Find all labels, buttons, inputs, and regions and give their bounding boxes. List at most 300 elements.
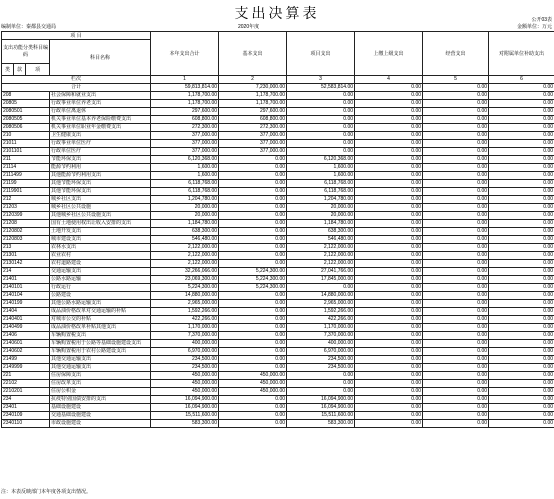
total-cell: 450,000.00 [151,372,219,380]
subsidy-cell: 0.00 [489,420,554,428]
total-cell: 20,000.00 [151,204,219,212]
table-row [2,100,554,108]
business-cell: 0.00 [423,388,489,396]
project-cell: 14,880,000.00 [287,292,355,300]
subject-name: 行政事业单位养老支出 [50,100,151,108]
subject-code: 208 [2,92,50,100]
subject-code: 234 [2,396,50,404]
total-cell: 2,122,000.00 [151,260,219,268]
subject-code: 2140401 [2,316,50,324]
subject-name: 能源节约利用 [50,164,151,172]
subject-code: 2340109 [2,412,50,420]
subsidy-cell: 0.00 [489,140,554,148]
subject-code: 21406 [2,332,50,340]
total-cell: 6,970,000.00 [151,348,219,356]
subject-name: 其他城乡社区公共设施支出 [50,212,151,220]
subject-code: 2111499 [2,172,50,180]
project-cell: 2,122,000.00 [287,260,355,268]
business-cell: 0.00 [423,84,489,92]
project-cell: 0.00 [287,140,355,148]
report-year: 2020年度 [238,24,260,30]
subsidy-cell: 0.00 [489,84,554,92]
basic-cell: 0.00 [219,252,287,260]
subject-name: 其他公路水路运输支出 [50,300,151,308]
subject-code: 213 [2,244,50,252]
total-cell: 272,300.00 [151,124,219,132]
table-row [2,396,554,404]
business-cell: 0.00 [423,188,489,196]
business-cell: 0.00 [423,284,489,292]
business-cell: 0.00 [423,316,489,324]
subject-code: 2080505 [2,116,50,124]
subject-name: 农林水支出 [50,244,151,252]
upper-cell: 0.00 [355,132,423,140]
project-cell: 422,266.00 [287,316,355,324]
project-cell: 17,845,000.00 [287,276,355,284]
table-row [2,132,554,140]
project-cell: 0.00 [287,124,355,132]
subsidy-cell: 0.00 [489,228,554,236]
subsidy-cell: 0.00 [489,172,554,180]
table-row [2,204,554,212]
total-cell: 297,600.00 [151,108,219,116]
table-row [2,412,554,420]
subsidy-cell: 0.00 [489,220,554,228]
subject-code: 23401 [2,404,50,412]
basic-cell: 5,224,300.00 [219,276,287,284]
basic-cell: 377,000.00 [219,140,287,148]
basic-cell: 450,000.00 [219,388,287,396]
subject-name: 农村道路建设 [50,260,151,268]
basic-cell: 0.00 [219,180,287,188]
project-cell: 0.00 [287,100,355,108]
project-cell: 6,970,000.00 [287,348,355,356]
subject-name: 成品油价格改革补贴其他支出 [50,324,151,332]
upper-cell: 0.00 [355,244,423,252]
table-row [2,164,554,172]
subject-name: 机关事业单位基本养老保险缴费支出 [50,116,151,124]
subject-name: 卫生健康支出 [50,132,151,140]
project-cell: 546,480.00 [287,236,355,244]
total-cell: 234,500.00 [151,364,219,372]
project-cell: 583,300.00 [287,420,355,428]
subsidy-header: 对附属单位补助支出 [489,32,554,76]
business-cell: 0.00 [423,412,489,420]
business-header: 经营支出 [423,32,489,76]
upper-cell: 0.00 [355,172,423,180]
table-row [2,244,554,252]
subject-name: 车辆购置税用于公路等基础设施建设支出 [50,340,151,348]
table-row [2,260,554,268]
subsidy-cell: 0.00 [489,188,554,196]
total-cell: 23,069,300.00 [151,276,219,284]
subject-code: 21114 [2,164,50,172]
total-cell: 6,120,368.00 [151,156,219,164]
table-row [2,364,554,372]
basic-cell: 0.00 [219,412,287,420]
upper-cell: 0.00 [355,276,423,284]
subject-name: 国有土地使用权出让收入安排的支出 [50,220,151,228]
subject-name: 成品油价格改革对交通运输的补贴 [50,308,151,316]
basic-cell: 0.00 [219,196,287,204]
table-row [2,212,554,220]
subject-code: 212 [2,196,50,204]
business-cell: 0.00 [423,380,489,388]
table-row [2,420,554,428]
upper-cell: 0.00 [355,388,423,396]
basic-cell: 0.00 [219,332,287,340]
total-cell: 1,600.00 [151,172,219,180]
table-row [2,140,554,148]
subsidy-cell: 0.00 [489,292,554,300]
upper-cell: 0.00 [355,420,423,428]
basic-cell: 7,230,000.00 [219,84,287,92]
subsidy-cell: 0.00 [489,92,554,100]
upper-header: 上缴上级支出 [355,32,423,76]
business-cell: 0.00 [423,420,489,428]
business-cell: 0.00 [423,252,489,260]
xiang-header: 项 [26,64,50,76]
business-cell: 0.00 [423,92,489,100]
table-row [2,324,554,332]
subsidy-cell: 0.00 [489,356,554,364]
subject-code: 211 [2,156,50,164]
subject-name: 城市建设支出 [50,236,151,244]
business-cell: 0.00 [423,300,489,308]
business-cell: 0.00 [423,180,489,188]
table-row [2,172,554,180]
upper-cell: 0.00 [355,252,423,260]
project-cell: 0.00 [287,372,355,380]
subject-name: 其他节能环保支出 [50,180,151,188]
basic-cell: 0.00 [219,164,287,172]
total-cell: 16,094,900.00 [151,404,219,412]
expenditure-table [1,31,554,428]
table-row [2,268,554,276]
subject-name: 交通运输支出 [50,268,151,276]
table-row [2,332,554,340]
upper-cell: 0.00 [355,412,423,420]
business-cell: 0.00 [423,332,489,340]
upper-cell: 0.00 [355,124,423,132]
basic-cell: 5,224,300.00 [219,284,287,292]
basic-cell: 0.00 [219,420,287,428]
table-row [2,252,554,260]
business-cell: 0.00 [423,292,489,300]
project-cell: 0.00 [287,116,355,124]
col-number-row [2,76,554,84]
total-cell: 1,184,780.00 [151,220,219,228]
project-cell: 400,000.00 [287,340,355,348]
subsidy-cell: 0.00 [489,284,554,292]
subject-code: 2140499 [2,324,50,332]
basic-cell: 0.00 [219,348,287,356]
subsidy-cell: 0.00 [489,324,554,332]
subsidy-cell: 0.00 [489,268,554,276]
basic-cell: 0.00 [219,172,287,180]
subject-code: 2140602 [2,348,50,356]
upper-cell: 0.00 [355,140,423,148]
total-row [2,84,554,92]
table-row [2,316,554,324]
col-number: 6 [489,76,554,84]
upper-cell: 0.00 [355,196,423,204]
subsidy-cell: 0.00 [489,404,554,412]
subject-code: 2140104 [2,292,50,300]
upper-cell: 0.00 [355,364,423,372]
total-cell: 583,300.00 [151,420,219,428]
upper-cell: 0.00 [355,292,423,300]
business-cell: 0.00 [423,156,489,164]
table-row [2,308,554,316]
subject-name: 住房保障支出 [50,372,151,380]
project-cell: 52,583,814.00 [287,84,355,92]
total-cell: 6,118,768.00 [151,188,219,196]
project-cell: 0.00 [287,92,355,100]
business-cell: 0.00 [423,324,489,332]
subject-code: 2080506 [2,124,50,132]
table-row [2,348,554,356]
subsidy-cell: 0.00 [489,340,554,348]
money-unit: 金额单位：万元 [516,24,552,30]
subsidy-cell: 0.00 [489,132,554,140]
upper-cell: 0.00 [355,316,423,324]
subject-code: 2149999 [2,364,50,372]
project-cell: 20,000.00 [287,204,355,212]
business-cell: 0.00 [423,172,489,180]
subsidy-cell: 0.00 [489,396,554,404]
table-row [2,188,554,196]
footnote: 注：本表反映部门本年度各项支出情况。 [1,489,92,495]
business-cell: 0.00 [423,260,489,268]
upper-cell: 0.00 [355,164,423,172]
subject-name: 其他能源节约利用支出 [50,172,151,180]
col-number: 5 [423,76,489,84]
basic-cell: 0.00 [219,396,287,404]
project-cell: 6,120,368.00 [287,156,355,164]
business-cell: 0.00 [423,212,489,220]
business-cell: 0.00 [423,236,489,244]
subsidy-cell: 0.00 [489,196,554,204]
table-row [2,404,554,412]
subsidy-cell: 0.00 [489,364,554,372]
total-cell: 1,170,000.00 [151,324,219,332]
basic-cell: 608,800.00 [219,116,287,124]
table-row [2,236,554,244]
subsidy-cell: 0.00 [489,308,554,316]
func-code-header: 支出功能分类科目编码 [2,40,50,64]
total-cell: 377,000.00 [151,132,219,140]
subsidy-cell: 0.00 [489,164,554,172]
total-cell: 638,300.00 [151,228,219,236]
business-cell: 0.00 [423,348,489,356]
basic-cell: 297,600.00 [219,108,287,116]
basic-cell: 450,000.00 [219,380,287,388]
subject-name: 农业农村 [50,252,151,260]
total-cell: 2,122,000.00 [151,244,219,252]
total-cell: 1,178,700.00 [151,92,219,100]
basic-cell: 0.00 [219,260,287,268]
subsidy-cell: 0.00 [489,180,554,188]
subject-name: 行政事业单位医疗 [50,140,151,148]
table-row [2,292,554,300]
table-row [2,92,554,100]
basic-cell: 1,178,700.00 [219,100,287,108]
table-row [2,196,554,204]
subject-name: 对城市公交的补贴 [50,316,151,324]
basic-cell: 0.00 [219,236,287,244]
upper-cell: 0.00 [355,372,423,380]
subject-code: 21203 [2,204,50,212]
table-row [2,340,554,348]
upper-cell: 0.00 [355,300,423,308]
upper-cell: 0.00 [355,268,423,276]
basic-cell: 0.00 [219,228,287,236]
upper-cell: 0.00 [355,284,423,292]
upper-cell: 0.00 [355,324,423,332]
subject-code: 2140199 [2,300,50,308]
total-cell: 546,480.00 [151,236,219,244]
table-row [2,380,554,388]
basic-cell: 0.00 [219,220,287,228]
basic-cell: 450,000.00 [219,372,287,380]
project-cell: 27,041,766.00 [287,268,355,276]
subject-name: 土地开发支出 [50,228,151,236]
subject-code: 21301 [2,252,50,260]
business-cell: 0.00 [423,372,489,380]
items-header: 项 目 [2,32,151,40]
col-label: 栏次 [2,76,151,84]
subject-name: 行政单位离退休 [50,108,151,116]
col-number: 2 [219,76,287,84]
business-cell: 0.00 [423,228,489,236]
upper-cell: 0.00 [355,340,423,348]
total-cell: 377,000.00 [151,148,219,156]
total-cell: 15,511,600.00 [151,412,219,420]
subsidy-cell: 0.00 [489,108,554,116]
basic-cell: 377,000.00 [219,148,287,156]
subject-name-header: 科目名称 [50,40,151,76]
subject-code: 2080501 [2,108,50,116]
report-title: 支出决算表 [234,7,320,22]
business-cell: 0.00 [423,220,489,228]
business-cell: 0.00 [423,148,489,156]
project-cell: 2,122,000.00 [287,252,355,260]
basic-cell: 0.00 [219,356,287,364]
table-row [2,148,554,156]
subsidy-cell: 0.00 [489,260,554,268]
business-cell: 0.00 [423,116,489,124]
basic-cell: 0.00 [219,204,287,212]
subsidy-cell: 0.00 [489,316,554,324]
project-cell: 1,592,266.00 [287,308,355,316]
total-cell: 608,800.00 [151,116,219,124]
subject-code: 21208 [2,220,50,228]
subject-name: 城乡社区公共设施 [50,204,151,212]
total-cell: 7,370,000.00 [151,332,219,340]
business-cell: 0.00 [423,276,489,284]
project-cell: 2,965,000.00 [287,300,355,308]
business-cell: 0.00 [423,364,489,372]
subsidy-cell: 0.00 [489,212,554,220]
project-cell: 16,094,900.00 [287,396,355,404]
subsidy-cell: 0.00 [489,372,554,380]
upper-cell: 0.00 [355,148,423,156]
basic-cell: 1,178,700.00 [219,92,287,100]
total-cell: 5,224,300.00 [151,284,219,292]
subsidy-cell: 0.00 [489,300,554,308]
subject-code: 2130142 [2,260,50,268]
basic-cell: 0.00 [219,404,287,412]
business-cell: 0.00 [423,244,489,252]
basic-cell: 0.00 [219,156,287,164]
subject-code: 2340110 [2,420,50,428]
upper-cell: 0.00 [355,380,423,388]
table-row [2,156,554,164]
upper-cell: 0.00 [355,84,423,92]
subsidy-cell: 0.00 [489,276,554,284]
basic-cell: 0.00 [219,212,287,220]
table-row [2,116,554,124]
project-cell: 16,094,900.00 [287,404,355,412]
subject-code: 214 [2,268,50,276]
project-cell: 20,000.00 [287,212,355,220]
project-cell: 638,300.00 [287,228,355,236]
subsidy-cell: 0.00 [489,380,554,388]
subject-code: 2120399 [2,212,50,220]
subsidy-cell: 0.00 [489,156,554,164]
project-cell: 0.00 [287,132,355,140]
basic-cell: 0.00 [219,324,287,332]
kuan-header: 款 [14,64,26,76]
project-cell: 1,600.00 [287,172,355,180]
upper-cell: 0.00 [355,108,423,116]
upper-cell: 0.00 [355,228,423,236]
subject-name: 市政设施建设 [50,420,151,428]
business-cell: 0.00 [423,100,489,108]
unit-label: 编制单位：秦都县交通局 [1,24,57,30]
basic-cell: 0.00 [219,316,287,324]
subject-code: 2101101 [2,148,50,156]
upper-cell: 0.00 [355,212,423,220]
project-cell: 7,370,000.00 [287,332,355,340]
col-number: 3 [287,76,355,84]
subject-code: 21404 [2,308,50,316]
project-cell: 0.00 [287,148,355,156]
upper-cell: 0.00 [355,204,423,212]
subsidy-cell: 0.00 [489,348,554,356]
basic-cell: 5,224,300.00 [219,268,287,276]
total-cell: 20,000.00 [151,212,219,220]
business-cell: 0.00 [423,164,489,172]
basic-cell: 0.00 [219,300,287,308]
project-cell: 234,500.00 [287,364,355,372]
subject-name: 公路水路运输 [50,276,151,284]
table-row [2,300,554,308]
subject-code: 2140101 [2,284,50,292]
project-cell: 1,184,780.00 [287,220,355,228]
upper-cell: 0.00 [355,308,423,316]
upper-cell: 0.00 [355,220,423,228]
upper-cell: 0.00 [355,92,423,100]
basic-cell: 0.00 [219,340,287,348]
subject-name: 公路建设 [50,292,151,300]
total-cell: 377,000.00 [151,140,219,148]
upper-cell: 0.00 [355,180,423,188]
total-header: 本年支出合计 [151,32,219,76]
basic-cell: 272,300.00 [219,124,287,132]
subject-name: 机关事业单位职业年金缴费支出 [50,124,151,132]
